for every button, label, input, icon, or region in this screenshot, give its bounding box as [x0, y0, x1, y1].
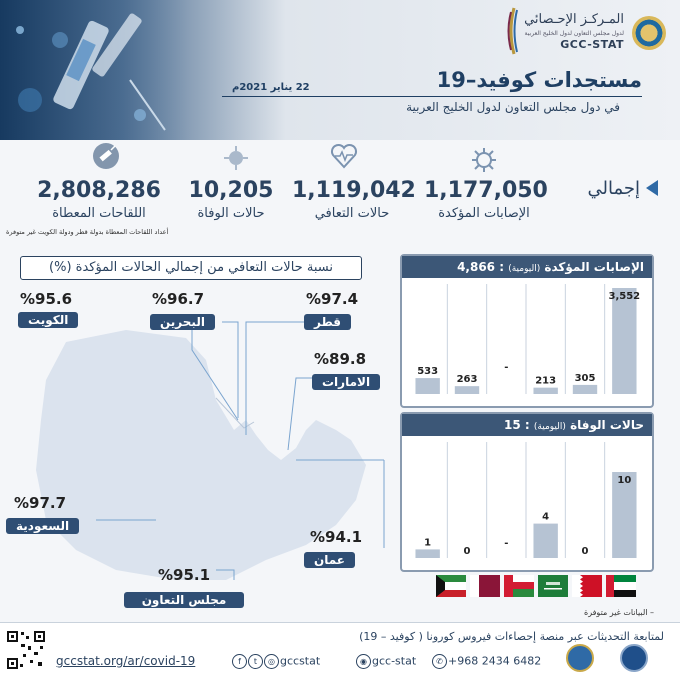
vaccine-note: أعداد اللقاحات المعطاة بدولة قطر ودولة الكويت غير متوفرة: [6, 228, 169, 236]
facebook-icon[interactable]: f: [232, 654, 247, 669]
daily-confirmed-header: الإصابات المؤكدة (اليومية) : 4,866: [402, 256, 652, 278]
recovery-pct: %89.8: [314, 350, 367, 368]
flags-row: [436, 575, 636, 597]
tuv-badge-icon: [620, 644, 648, 672]
country-tag: عمان: [304, 552, 355, 568]
recovered-label: حالات التعافي: [314, 206, 390, 221]
deaths-label: حالات الوفاة: [197, 206, 265, 221]
syringe-icon: [92, 142, 120, 170]
heartbeat-icon: [330, 142, 358, 170]
instagram-icon[interactable]: ◎: [264, 654, 279, 669]
qr-code[interactable]: [6, 630, 46, 670]
chart-data-label: 10: [617, 475, 632, 486]
title-divider: [222, 96, 642, 97]
virus-icon: [222, 144, 250, 172]
chart-data-label: 533: [417, 366, 439, 378]
recovery-pct: %96.7: [152, 290, 205, 308]
country-tag: السعودية: [6, 518, 79, 534]
chart-data-label: 305: [574, 372, 596, 384]
deaths-total: 10,205: [188, 178, 274, 203]
twitter-icon[interactable]: t: [248, 654, 263, 669]
whatsapp-icon[interactable]: ✆: [432, 654, 447, 669]
confirmed-label: الإصابات المؤكدة: [438, 206, 530, 221]
chart-data-label: 3,552: [608, 291, 641, 302]
social-handle-gccstat[interactable]: f t ◎ gccstat: [232, 654, 320, 669]
chart-data-label: 0: [581, 546, 589, 557]
logo-arabic-text: المـركـز الإحـصائي: [524, 12, 624, 27]
chart-data-label: -: [504, 538, 509, 549]
recovery-pct: %95.1: [158, 566, 211, 584]
chart-data-label: 213: [535, 375, 557, 387]
page-subtitle: في دول مجلس التعاون لدول الخليج العربية: [406, 100, 620, 114]
gcc-seal-icon: [632, 16, 666, 50]
chart-bar: [612, 288, 636, 394]
phone-contact[interactable]: ✆ +968 2434 6482: [432, 654, 541, 669]
chart-data-label: 4: [542, 511, 550, 523]
covid-dashboard-link[interactable]: gccstat.org/ar/covid-19: [56, 654, 196, 668]
country-tag: البحرين: [150, 314, 215, 330]
daily-deaths-header: حالات الوفاة (اليومية) : 15: [402, 414, 652, 436]
bahrain-flag: [572, 575, 602, 597]
logo-subtitle: لدول مجلس التعاون لدول الخليج العربية: [524, 30, 624, 37]
footer-follow-text: لمتابعة التحديثات عبر منصة إحصاءات فيروس كورونا ( كوفيد – 19): [359, 630, 664, 643]
country-tag: قطر: [304, 314, 351, 330]
logo-stripes: [506, 6, 520, 56]
daily-confirmed-chart: [408, 280, 644, 400]
logo-english-text: GCC-STAT: [560, 38, 624, 51]
recovery-pct: %94.1: [310, 528, 363, 546]
country-tag: الامارات: [312, 374, 380, 390]
recovery-pct: %97.7: [14, 494, 67, 512]
saudi-flag: [538, 575, 568, 597]
not-available-note: – البيانات غير متوفرة: [584, 608, 655, 617]
kuwait-flag: [436, 575, 466, 597]
country-tag: مجلس التعاون: [124, 592, 244, 608]
daily-deaths-chart: [408, 438, 644, 564]
uae-flag: [606, 575, 636, 597]
chart-bar: [573, 385, 597, 394]
chart-data-label: 1: [424, 537, 432, 549]
recovery-title: نسبة حالات التعافي من إجمالي الحالات المؤكدة (%): [49, 260, 333, 275]
vaccines-label: اللقاحات المعطاة: [52, 206, 146, 221]
chart-bar: [415, 378, 439, 394]
arrow-left-icon: [646, 180, 658, 196]
page-title: مستجدات كوفيد–19: [436, 68, 642, 92]
chart-data-label: 263: [456, 374, 478, 386]
recovery-pct: %95.6: [20, 290, 73, 308]
chart-bar: [533, 388, 557, 394]
chart-data-label: -: [504, 362, 509, 373]
confirmed-total: 1,177,050: [424, 178, 548, 203]
qatar-flag: [470, 575, 500, 597]
chart-data-label: 0: [463, 546, 471, 557]
social-handle-gcc-stat[interactable]: ◉ gcc-stat: [356, 654, 416, 669]
chart-bar: [533, 524, 557, 558]
totals-label: إجمالي: [587, 178, 640, 199]
vaccines-total: 2,808,286: [37, 178, 161, 203]
chart-bar: [415, 549, 439, 558]
daily-confirmed-panel: [400, 254, 654, 408]
snapchat-icon[interactable]: ◉: [356, 654, 371, 669]
chart-bar: [455, 386, 479, 394]
recovered-total: 1,119,042: [292, 178, 416, 203]
country-tag: الكويت: [18, 312, 78, 328]
recovery-title-box: [20, 256, 362, 280]
virus-icon: [470, 146, 498, 174]
report-date: 22 يناير 2021م: [232, 82, 310, 93]
daily-deaths-panel: [400, 412, 654, 572]
certification-badge-icon: [566, 644, 594, 672]
oman-flag: [504, 575, 534, 597]
vaccine-illustration: [0, 0, 190, 140]
recovery-pct: %97.4: [306, 290, 359, 308]
